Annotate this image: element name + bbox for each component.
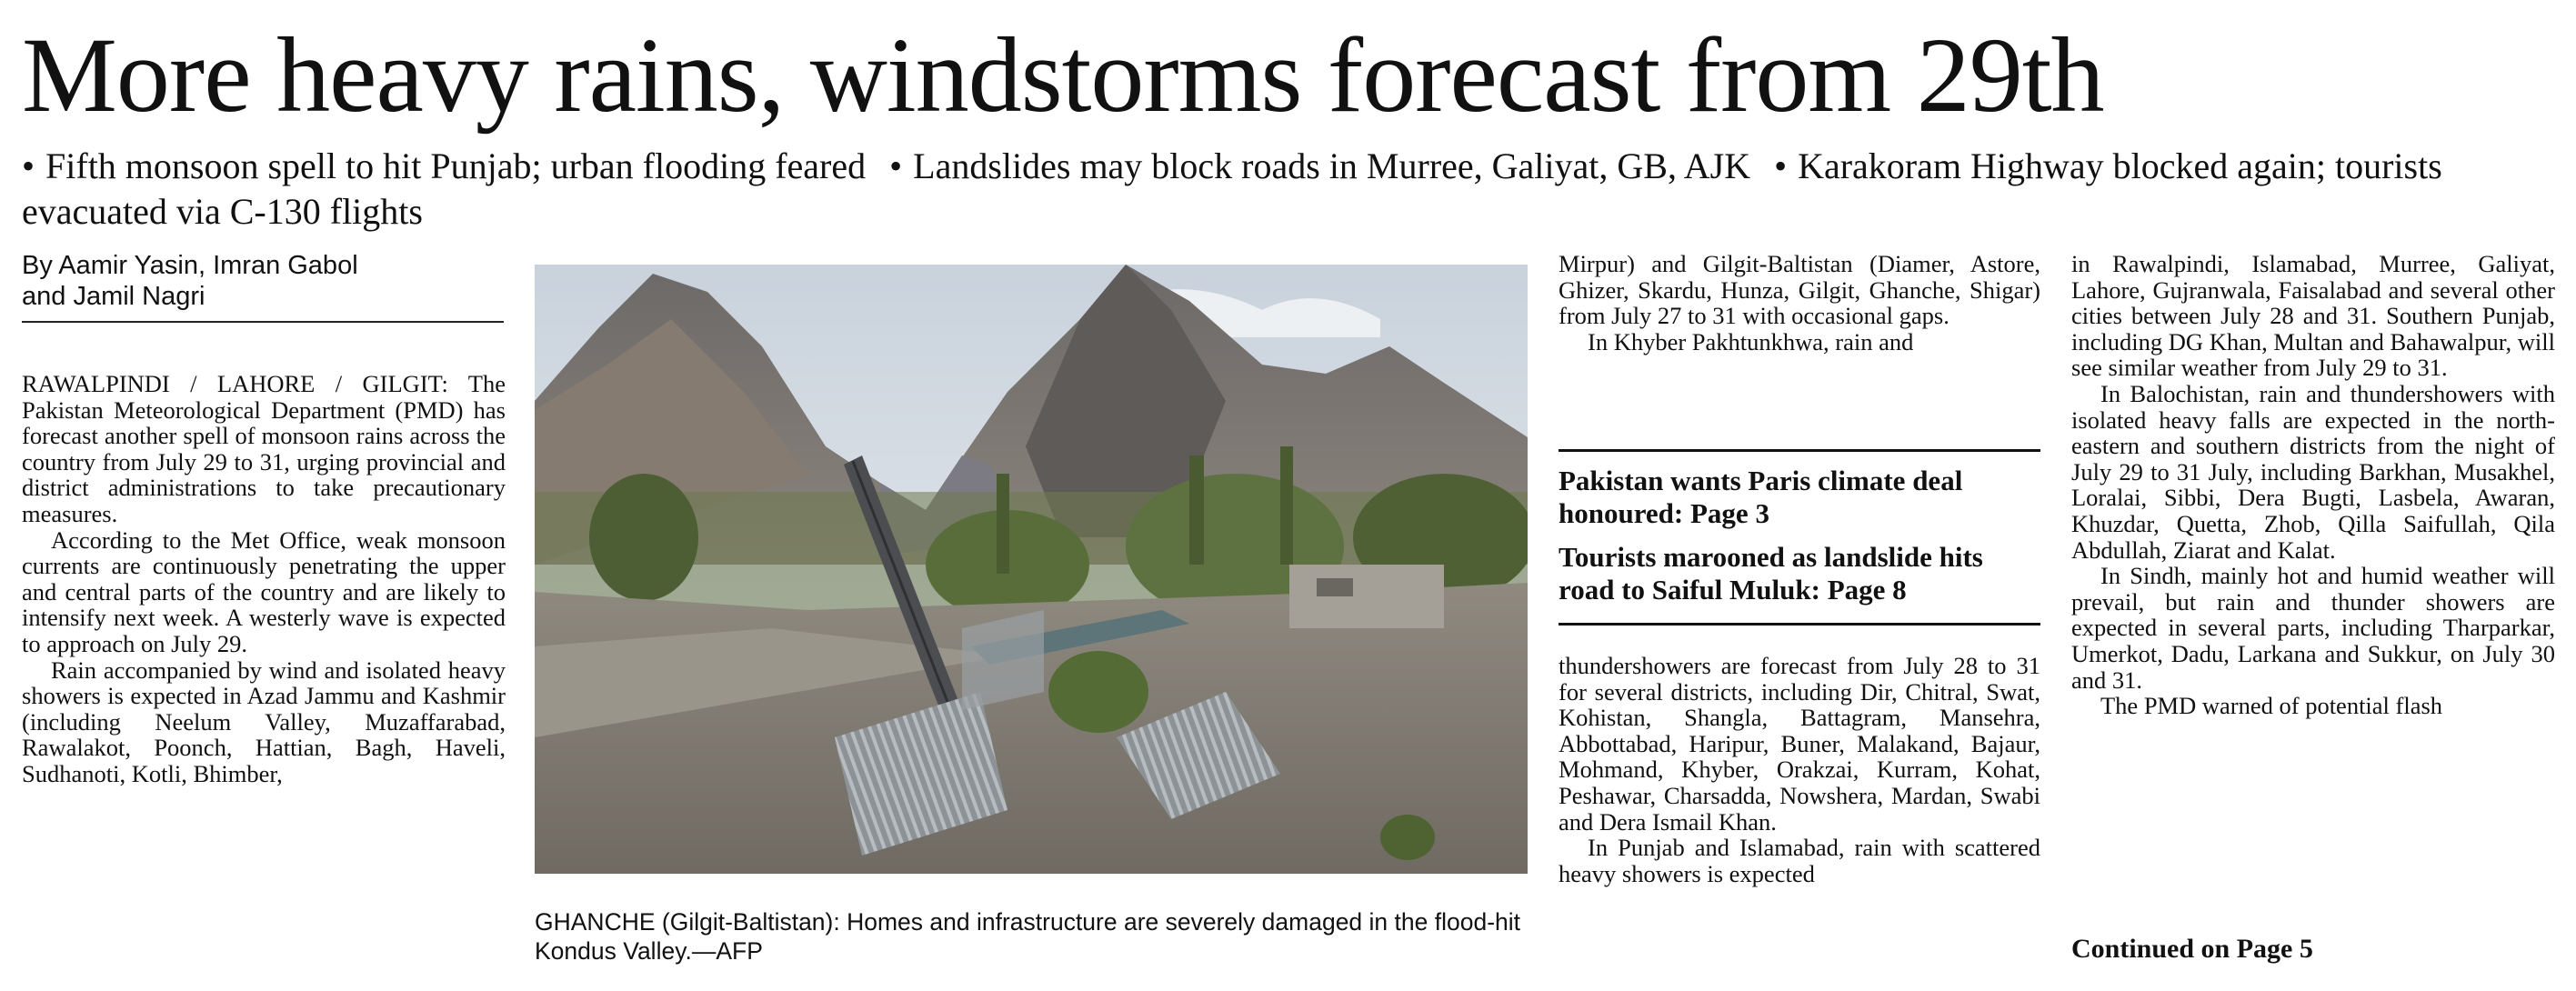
article-paragraph: In Khyber Pakhtunkhwa, rain and <box>1588 327 1914 355</box>
photo-caption: GHANCHE (Gilgit-Baltistan): Homes and infrastructure are severely damaged in the flood-hit Kondus Valley.—AFP <box>535 908 1521 965</box>
article-paragraph: In Balochistan, rain and thundershowers with isolated heavy falls are expected in the north-eastern and southern districts from the night of July 29 to 31 July, including Barkhan, Musakhel, Loralai, Sibbi, Dera Bugti, Lasbela, Awaran, Khuzdar, Quetta, Zhob, Qilla Saifullah, Qila Abdullah, Ziarat and Kalat. <box>2071 379 2555 564</box>
article-column-3-bottom <box>1559 653 2040 886</box>
article-paragraph: Rain accompanied by wind and isolated heavy showers is expected in Azad Jammu and Kashmir (including Neelum Valley, Muzaffarabad, Rawalakot, Poonch, Hattian, Bagh, Haveli, Sudhanoti, Kotli, Bhimber, <box>22 656 506 787</box>
article-paragraph: In Sindh, mainly hot and humid weather will prevail, but rain and thunder showers are expected in several parts, including Tharparkar, Umerkot, Dadu, Larkana and Sukkur, on July 30 and 31. <box>2071 562 2555 694</box>
article-column-3-top <box>1559 251 2040 355</box>
continued-link[interactable]: Continued on Page 5 <box>2071 934 2313 964</box>
deck-item: Fifth monsoon spell to hit Punjab; urban flooding feared <box>45 145 867 186</box>
news-photo <box>535 265 1528 874</box>
article-paragraph: RAWALPINDI / LAHORE / GILGIT: The Pakistan Meteorological Department (PMD) has forecast another spell of monsoon rains across the country from July 29 to 31, urging provincial and district administrations to take precautionary measures. <box>22 371 506 527</box>
byline-rule <box>22 321 504 323</box>
article-paragraph: thundershowers are forecast from July 28 to 31 for several districts, including Dir, Chitral, Swat, Kohistan, Shangla, Battagram, Mansehra, Abbottabad, Haripur, Buner, Malakand, Bajaur, Mohmand, Khyber, Orakzai, Kurram, Kohat, Peshawar, Charsadda, Nowshera, Mardan, Swabi and Dera Ismail Khan. <box>1559 652 2040 836</box>
byline-line: and Jamil Nagri <box>22 282 205 311</box>
deck-item: Karakoram Highway blocked again; tourists evacuated via C-130 flights <box>22 145 2442 232</box>
deck-item: Landslides may block roads in Murree, Galiyat, GB, AJK <box>913 145 1751 186</box>
promo-box <box>1559 449 2040 626</box>
article-paragraph: Mirpur) and Gilgit-Baltistan (Diamer, Astore, Ghizer, Skardu, Hunza, Gilgit, Ghanche, Shigar) from July 27 to 31 with occasional gaps. <box>1559 250 2040 330</box>
article-paragraph: in Rawalpindi, Islamabad, Murree, Galiyat, Lahore, Gujranwala, Faisalabad and several other cities between July 28 and 31. Southern Punjab, including DG Khan, Multan and Bahawalpur, will see similar weather from July 29 to 31. <box>2071 250 2555 382</box>
bullet: • <box>889 145 903 186</box>
article-paragraph: In Punjab and Islamabad, rain with scattered heavy showers is expected <box>1559 834 2040 887</box>
article-paragraph: The PMD warned of potential flash <box>2100 692 2443 720</box>
article-column-4 <box>2071 251 2555 719</box>
bullet: • <box>1774 145 1788 186</box>
promo-link-tourists[interactable]: Tourists marooned as landslide hits road to Saiful Muluk: Page 8 <box>1559 541 1983 606</box>
headline: More heavy rains, windstorms forecast from 29th <box>22 15 2104 135</box>
deck-subheadings <box>22 144 2550 235</box>
bullet: • <box>22 145 35 186</box>
article-column-1 <box>22 371 506 971</box>
byline <box>22 250 506 312</box>
article-paragraph: According to the Met Office, weak monsoon currents are continuously penetrating the upper and central parts of the country and are likely to intensify next week. A westerly wave is expected to approach on July 29. <box>22 526 506 657</box>
byline-line: By Aamir Yasin, Imran Gabol <box>22 251 358 280</box>
promo-link-paris[interactable]: Pakistan wants Paris climate deal honoured: Page 3 <box>1559 465 1963 529</box>
